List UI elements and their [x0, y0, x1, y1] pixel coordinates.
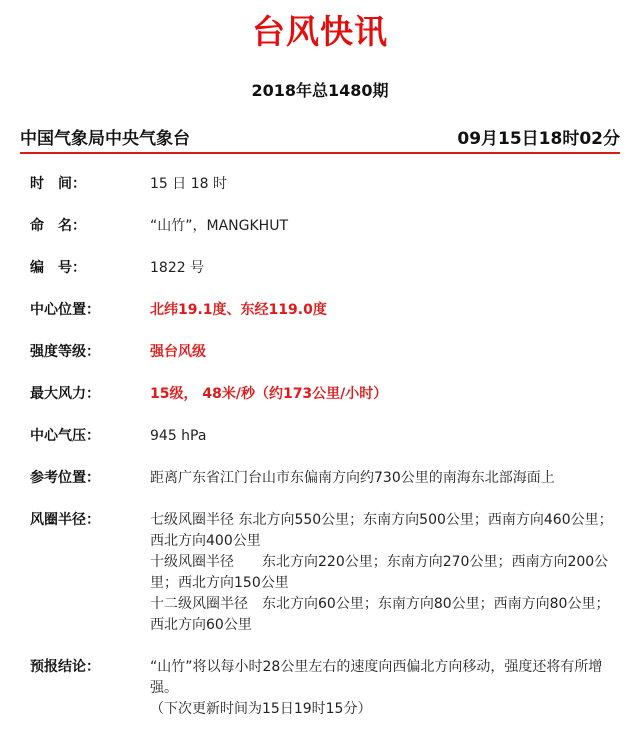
time-value: 15 日 18 时: [150, 176, 227, 192]
number-label: 编 号：: [30, 260, 86, 276]
center-value: 北纬19.1度、东经119.0度: [150, 302, 327, 318]
radius-line-12: 十二级风圈半径 东北方向60公里；东南方向80公里；西南方向80公里；西北方向60公里: [150, 596, 610, 633]
agency-name: 中国气象局中央气象台: [20, 129, 190, 149]
radius-line-7: 七级风圈半径 东北方向550公里；东南方向500公里；西南方向460公里；西北方向400公里: [150, 512, 613, 549]
reference-value: 距离广东省江门台山市东偏南方向约730公里的南海东北部海面上: [150, 470, 555, 486]
forecast-value: [150, 657, 620, 720]
name-label: 命 名：: [30, 218, 86, 234]
wind-value: 15级， 48米/秒（约173公里/小时）: [150, 386, 388, 402]
name-value: “山竹”，MANGKHUT: [150, 218, 288, 234]
reference-label: 参考位置：: [30, 470, 100, 486]
pressure-value: 945 hPa: [150, 428, 207, 444]
radius-line-10: 十级风圈半径 东北方向220公里；东南方向270公里；西南方向200公里；西北方向150公里: [150, 554, 609, 591]
intensity-label: 强度等级：: [30, 344, 100, 360]
next-update-text: （下次更新时间为15日19时15分）: [150, 701, 372, 717]
time-label: 时 间：: [30, 176, 86, 192]
issue-number: 2018年总1480期: [251, 81, 389, 100]
bulletin-title: 台风快讯: [252, 12, 388, 51]
center-label: 中心位置：: [30, 302, 100, 318]
header-divider: [20, 152, 620, 154]
forecast-text: “山竹”将以每小时28公里左右的速度向西偏北方向移动，强度还将有所增强。: [150, 659, 603, 696]
wind-label: 最大风力：: [30, 386, 100, 402]
number-value: 1822 号: [150, 260, 205, 276]
radius-value: [150, 510, 620, 636]
radius-label: 风圈半径：: [30, 512, 100, 528]
intensity-value: 强台风级: [150, 344, 206, 360]
issue-datetime: 09月15日18时02分: [457, 129, 620, 149]
forecast-label: 预报结论：: [30, 659, 100, 675]
pressure-label: 中心气压：: [30, 428, 100, 444]
